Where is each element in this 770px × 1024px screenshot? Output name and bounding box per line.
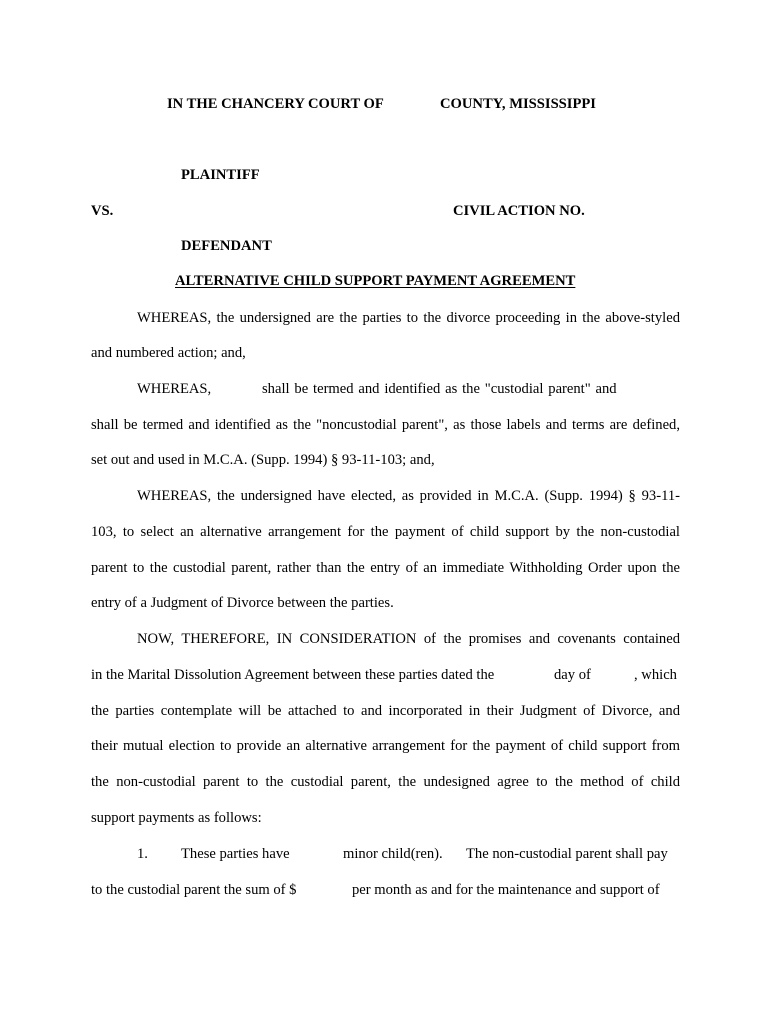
item-1-per-month: per month as and for the maintenance and support of	[352, 882, 660, 898]
plaintiff-label: PLAINTIFF	[181, 167, 260, 183]
item-1-minor-children: minor child(ren).	[343, 846, 443, 862]
paragraph-2-line-2: shall be termed and identified as the "noncustodial parent", as those labels and terms are defined,	[91, 417, 680, 433]
paragraph-2-line-3: set out and used in M.C.A. (Supp. 1994) § 93-11-103; and,	[91, 452, 435, 468]
civil-action-label: CIVIL ACTION NO.	[453, 203, 585, 219]
paragraph-3-line-1: WHEREAS, the undersigned have elected, as provided in M.C.A. (Supp. 1994) § 93-11-	[137, 488, 680, 504]
paragraph-1-line-1: WHEREAS, the undersigned are the parties to the divorce proceeding in the above-styled	[137, 310, 680, 326]
paragraph-4-which: , which	[634, 667, 677, 683]
paragraph-4-line-4: their mutual election to provide an alternative arrangement for the payment of child support from	[91, 738, 680, 754]
paragraph-4-day-of: day of	[554, 667, 591, 683]
paragraph-4-line-6: support payments as follows:	[91, 810, 262, 826]
paragraph-4-line-5: the non-custodial parent to the custodial parent, the undesigned agree to the method of child	[91, 774, 680, 790]
court-heading-right: COUNTY, MISSISSIPPI	[440, 96, 596, 112]
defendant-label: DEFENDANT	[181, 238, 272, 254]
paragraph-3-line-4: entry of a Judgment of Divorce between the parties.	[91, 595, 394, 611]
paragraph-4-line-3: the parties contemplate will be attached to and incorporated in their Judgment of Divorce, and	[91, 703, 680, 719]
paragraph-1-line-2: and numbered action; and,	[91, 345, 246, 361]
paragraph-2-line-1: shall be termed and identified as the "custodial parent" and	[262, 381, 617, 397]
item-1-number: 1.	[137, 846, 148, 862]
paragraph-4-line-1: NOW, THEREFORE, IN CONSIDERATION of the promises and covenants contained	[137, 631, 680, 647]
paragraph-4-line-2: in the Marital Dissolution Agreement between these parties dated the	[91, 667, 495, 683]
item-1-parties-have: These parties have	[181, 846, 290, 862]
item-1-sum-label: to the custodial parent the sum of $	[91, 882, 297, 898]
versus-label: VS.	[91, 203, 114, 219]
paragraph-2-whereas: WHEREAS,	[137, 381, 212, 397]
document-title: ALTERNATIVE CHILD SUPPORT PAYMENT AGREEMENT	[175, 273, 576, 289]
court-heading-left: IN THE CHANCERY COURT OF	[167, 96, 384, 112]
paragraph-3-line-3: parent to the custodial parent, rather than the entry of an immediate Withholding Order upon the	[91, 560, 680, 576]
item-1-noncustodial-pay: The non-custodial parent shall pay	[466, 846, 668, 862]
paragraph-3-line-2: 103, to select an alternative arrangement for the payment of child support by the non-custodial	[91, 524, 680, 540]
